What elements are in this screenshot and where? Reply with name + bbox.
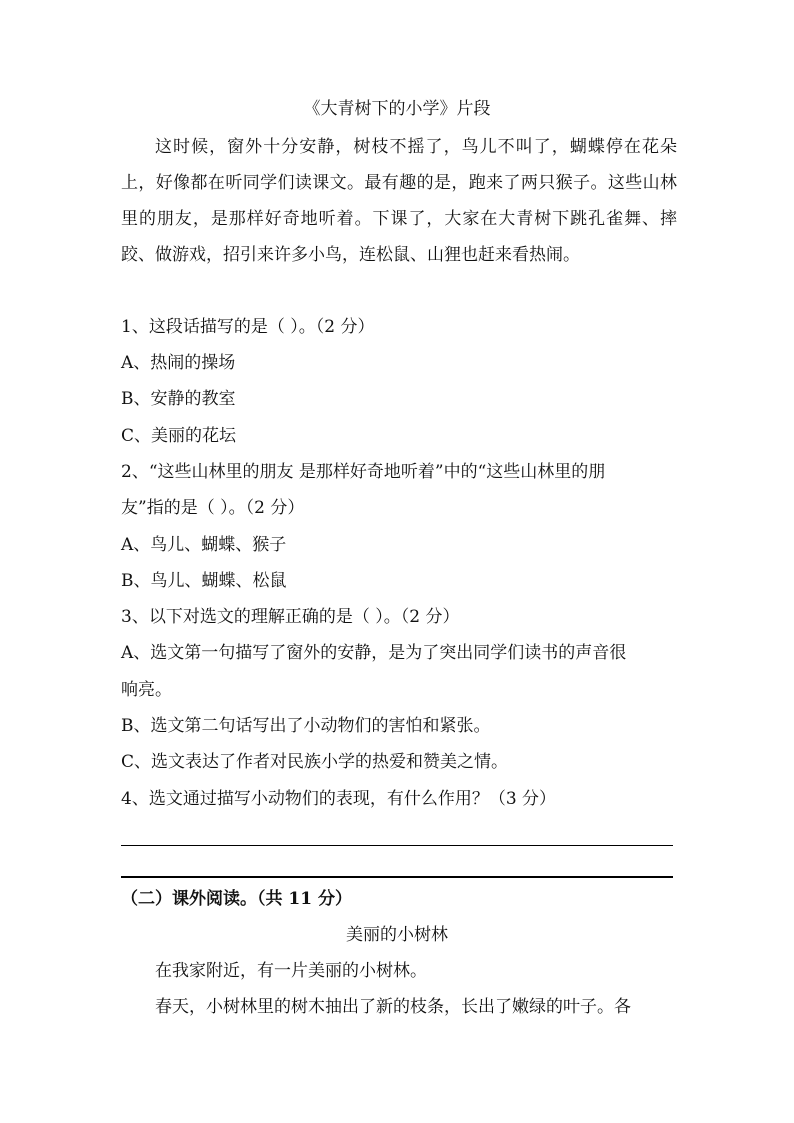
question-1-option-b: B、安静的教室 — [121, 389, 236, 409]
question-3: 3、以下对选文的理解正确的是（ ）。（2 分） — [121, 607, 460, 627]
question-2-line-2: 友”指的是（ ）。（2 分） — [121, 498, 305, 518]
reading-title: 美丽的小树林 — [346, 925, 448, 945]
reading-paragraph-2: 春天，小树林里的树木抽出了新的枝条，长出了嫩绿的叶子。各 — [155, 997, 631, 1017]
reading-paragraph-1: 在我家附近，有一片美丽的小树林。 — [155, 961, 427, 981]
question-3-option-a-line-1: A、选文第一句描写了窗外的安静，是为了突出同学们读书的声音很 — [121, 643, 627, 663]
question-1-option-a: A、热闹的操场 — [121, 353, 236, 373]
answer-line — [121, 845, 673, 846]
question-3-option-c: C、选文表达了作者对民族小学的热爱和赞美之情。 — [121, 752, 509, 772]
question-4: 4、选文通过描写小动物们的表现，有什么作用？（3 分） — [121, 789, 557, 809]
question-3-option-b: B、选文第二句话写出了小动物们的害怕和紧张。 — [121, 716, 491, 736]
passage-text: 这时候，窗外十分安静，树枝不摇了，鸟儿不叫了，蝴蝶停在花朵上，好像都在听同学们读课文。最有趣的是，跑来了两只猴子。这些山林里的朋友，是那样好奇地听着。下课了，大家在大青树下跳孔雀舞、摔跤、做游戏，招引来许多小鸟，连松鼠、山狸也赶来看热闹。 — [121, 137, 677, 265]
question-2-option-a: A、鸟儿、蝴蝶、猴子 — [121, 535, 287, 555]
section-divider — [121, 876, 673, 878]
question-2-option-b: B、鸟儿、蝴蝶、松鼠 — [121, 571, 287, 591]
passage-title: 《大青树下的小学》片段 — [303, 99, 491, 119]
question-3-option-a-line-2: 响亮。 — [121, 680, 172, 700]
section-heading: （二）课外阅读。（共 11 分） — [121, 889, 352, 909]
question-1-option-c: C、美丽的花坛 — [121, 426, 237, 446]
question-2-line-1: 2、“这些山林里的朋友 是那样好奇地听着”中的“这些山林里的朋 — [121, 462, 606, 482]
question-1: 1、这段话描写的是（ ）。（2 分） — [121, 317, 375, 337]
